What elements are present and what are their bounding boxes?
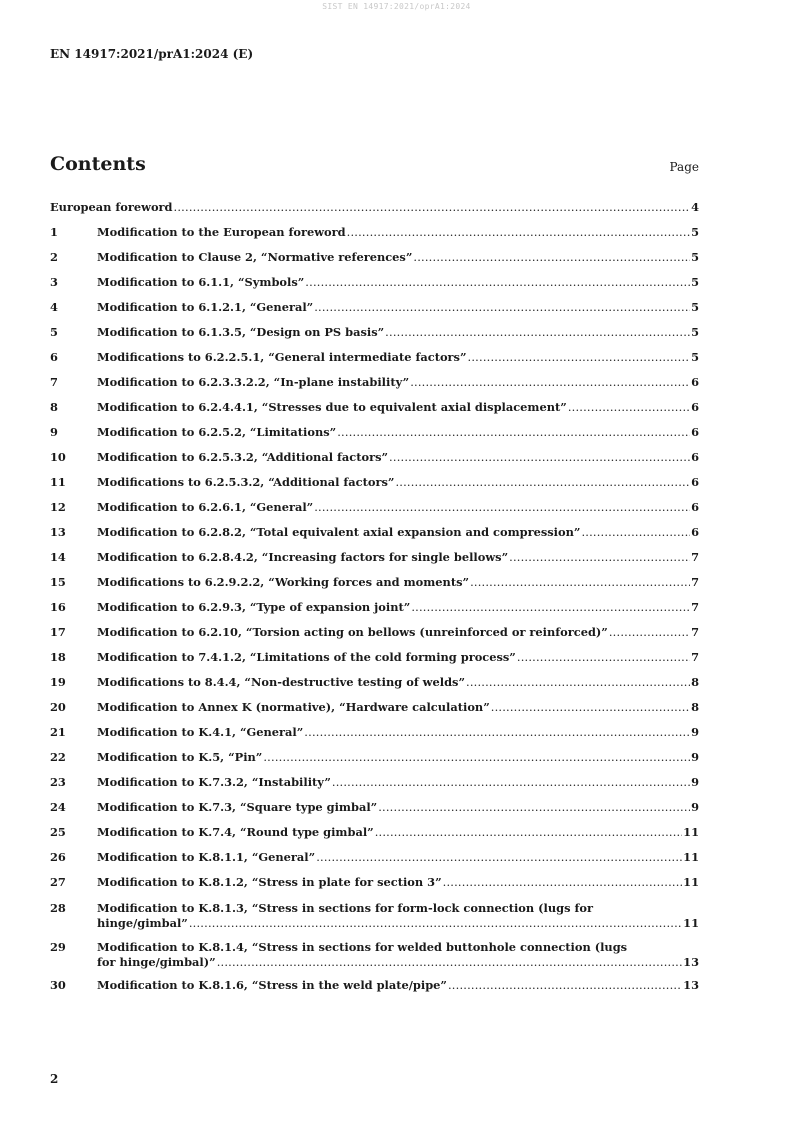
- toc-entry-number: 11: [50, 475, 66, 489]
- toc-entry-title: Modification to K.5, “Pin”: [97, 750, 263, 764]
- toc-entry[interactable]: [50, 701, 699, 726]
- dot-leader: [609, 626, 690, 639]
- toc-entry-page: 6: [691, 500, 699, 514]
- dot-leader: [217, 955, 682, 970]
- toc-entry-number: 28: [50, 901, 66, 915]
- toc-entry-number: 2: [50, 250, 58, 264]
- toc-entry[interactable]: [50, 651, 699, 676]
- toc-entry-number: 26: [50, 850, 66, 864]
- toc-entry-title: hinge/gimbal”: [97, 916, 188, 930]
- toc-entry-page: 9: [691, 800, 699, 814]
- toc-entry-title: Modification to Annex K (normative), “Hardware calculation”: [97, 700, 490, 714]
- toc-entry-page: 7: [691, 550, 699, 564]
- toc-entry-page: 6: [691, 525, 699, 539]
- dot-leader: [174, 201, 691, 214]
- toc-entry-title: Modification to K.7.3, “Square type gimbal”: [97, 800, 378, 814]
- toc-entry-page: 5: [691, 300, 699, 314]
- toc-entry-title: Modification to 6.2.5.2, “Limitations”: [97, 425, 337, 439]
- toc-entry-page: 5: [691, 350, 699, 364]
- toc-entry-number: 24: [50, 800, 66, 814]
- toc-entry-title: Modification to 6.2.4.4.1, “Stresses due to equivalent axial displacement”: [97, 400, 567, 414]
- dot-leader: [189, 916, 682, 931]
- toc-entry-page: 7: [691, 625, 699, 639]
- dot-leader: [443, 876, 683, 889]
- footer-page-number: 2: [50, 1072, 59, 1086]
- toc-entry[interactable]: [50, 576, 699, 601]
- dot-leader: [470, 576, 690, 589]
- toc-entry-title: Modification to K.8.1.2, “Stress in plate for section 3”: [97, 875, 442, 889]
- dot-leader: [375, 826, 682, 839]
- toc-entry[interactable]: [50, 426, 699, 451]
- toc-entry-title: Modifications to 8.4.4, “Non-destructive testing of welds”: [97, 675, 465, 689]
- dot-leader: [581, 526, 690, 539]
- toc-entry-title: for hinge/gimbal)”: [97, 955, 216, 969]
- toc-entry-title: Modification to 6.1.1, “Symbols”: [97, 275, 305, 289]
- toc-entry[interactable]: [50, 826, 699, 851]
- toc-entry[interactable]: [50, 876, 699, 901]
- toc-entry[interactable]: [50, 601, 699, 626]
- toc-entry-number: 3: [50, 275, 58, 289]
- toc-entry-title: Modification to K.8.1.1, “General”: [97, 850, 316, 864]
- toc-entry-page: 6: [691, 475, 699, 489]
- toc-entry-number: 30: [50, 978, 66, 992]
- toc-entry[interactable]: [50, 751, 699, 776]
- dot-leader: [314, 501, 690, 514]
- toc-entry-title: Modifications to 6.2.9.2.2, “Working forces and moments”: [97, 575, 470, 589]
- page-column-label: Page: [669, 160, 699, 174]
- toc-entry-number: 29: [50, 940, 66, 954]
- toc-entry-page: 7: [691, 650, 699, 664]
- toc-entry-page: 11: [683, 916, 699, 930]
- toc-entry-number: 4: [50, 300, 58, 314]
- toc-entry-title: Modification to Clause 2, “Normative references”: [97, 250, 413, 264]
- toc-entry[interactable]: [50, 801, 699, 826]
- toc-entry-page: 8: [691, 700, 699, 714]
- toc-entry[interactable]: [50, 226, 699, 251]
- toc-entry[interactable]: [50, 451, 699, 476]
- table-of-contents: [50, 201, 699, 1004]
- toc-entry[interactable]: [50, 676, 699, 701]
- dot-leader: [263, 751, 690, 764]
- toc-entry-number: 19: [50, 675, 66, 689]
- dot-leader: [316, 851, 682, 864]
- toc-entry[interactable]: [50, 979, 699, 1004]
- dot-leader: [413, 251, 690, 264]
- toc-entry-page: 5: [691, 225, 699, 239]
- toc-entry-page: 9: [691, 750, 699, 764]
- toc-entry-number: 7: [50, 375, 58, 389]
- dot-leader: [314, 301, 690, 314]
- toc-entry-title: Modification to 6.1.2.1, “General”: [97, 300, 314, 314]
- toc-entry-title: Modification to K.7.4, “Round type gimbal”: [97, 825, 374, 839]
- toc-entry-title: Modification to 6.2.6.1, “General”: [97, 500, 314, 514]
- toc-entry-page: 6: [691, 450, 699, 464]
- dot-leader: [347, 226, 690, 239]
- toc-entry-title: Modification to 6.2.8.4.2, “Increasing factors for single bellows”: [97, 550, 509, 564]
- document-id: EN 14917:2021/prA1:2024 (E): [50, 47, 254, 61]
- toc-entry-number: 22: [50, 750, 66, 764]
- toc-entry-number: 14: [50, 550, 66, 564]
- toc-entry-title: Modifications to 6.2.2.5.1, “General intermediate factors”: [97, 350, 467, 364]
- dot-leader: [517, 651, 690, 664]
- toc-entry-page: 7: [691, 600, 699, 614]
- toc-entry-number: 21: [50, 725, 66, 739]
- dot-leader: [410, 376, 690, 389]
- toc-entry-page: 8: [691, 675, 699, 689]
- toc-entry-title: Modification to 7.4.1.2, “Limitations of the cold forming process”: [97, 650, 516, 664]
- toc-entry[interactable]: [50, 276, 699, 301]
- toc-entry-title: Modification to K.7.3.2, “Instability”: [97, 775, 331, 789]
- toc-entry[interactable]: [50, 401, 699, 426]
- toc-entry-page: 4: [691, 200, 699, 214]
- toc-entry-title: Modification to 6.2.10, “Torsion acting on bellows (unreinforced or reinforced)”: [97, 625, 608, 639]
- toc-entry-title: Modification to 6.2.8.2, “Total equivalent axial expansion and compression”: [97, 525, 581, 539]
- toc-entry-title: Modification to K.8.1.3, “Stress in sections for form-lock connection (lugs for: [97, 901, 593, 915]
- toc-entry-number: 5: [50, 325, 58, 339]
- toc-entry[interactable]: [50, 301, 699, 326]
- toc-entry-page: 6: [691, 375, 699, 389]
- dot-leader: [468, 351, 691, 364]
- toc-entry[interactable]: [50, 351, 699, 376]
- dot-leader: [466, 676, 690, 689]
- toc-entry-page: 5: [691, 250, 699, 264]
- toc-entry-page: 7: [691, 575, 699, 589]
- toc-entry-number: 27: [50, 875, 66, 889]
- toc-entry-title: Modification to 6.2.9.3, “Type of expansion joint”: [97, 600, 411, 614]
- toc-entry-page: 9: [691, 775, 699, 789]
- dot-leader: [395, 476, 690, 489]
- toc-entry-number: 20: [50, 700, 66, 714]
- dot-leader: [568, 401, 690, 414]
- toc-entry-number: 10: [50, 450, 66, 464]
- contents-title: Contents: [50, 153, 146, 175]
- toc-entry-page: 13: [683, 955, 699, 969]
- toc-entry-number: 1: [50, 225, 58, 239]
- toc-entry-page: 11: [683, 875, 699, 889]
- dot-leader: [385, 326, 690, 339]
- toc-entry[interactable]: [50, 326, 699, 351]
- dot-leader: [448, 979, 682, 992]
- dot-leader: [411, 601, 690, 614]
- toc-entry-title: Modification to K.8.1.4, “Stress in sections for welded buttonhole connection (lugs: [97, 940, 628, 954]
- dot-leader: [389, 451, 690, 464]
- toc-entry[interactable]: [50, 626, 699, 651]
- toc-entry-number: 13: [50, 525, 66, 539]
- toc-entry-number: 17: [50, 625, 66, 639]
- toc-entry-page: 11: [683, 825, 699, 839]
- toc-entry-number: 25: [50, 825, 66, 839]
- dot-leader: [378, 801, 690, 814]
- toc-entry[interactable]: [50, 376, 699, 401]
- toc-entry[interactable]: [50, 526, 699, 551]
- toc-entry[interactable]: [50, 476, 699, 501]
- toc-entry-title: Modification to K.4.1, “General”: [97, 725, 304, 739]
- toc-entry-number: 6: [50, 350, 58, 364]
- toc-entry[interactable]: [50, 201, 699, 226]
- toc-entry-number: 12: [50, 500, 66, 514]
- toc-entry-page: 11: [683, 850, 699, 864]
- toc-entry[interactable]: [50, 851, 699, 876]
- toc-entry-number: 23: [50, 775, 66, 789]
- dot-leader: [332, 776, 690, 789]
- dot-leader: [337, 426, 690, 439]
- toc-entry[interactable]: [50, 901, 699, 940]
- toc-entry-title: Modification to 6.2.3.3.2.2, “In-plane instability”: [97, 375, 410, 389]
- toc-entry-page: 9: [691, 725, 699, 739]
- toc-entry-page: 5: [691, 275, 699, 289]
- dot-leader: [304, 726, 690, 739]
- toc-entry-number: 16: [50, 600, 66, 614]
- toc-entry-number: 15: [50, 575, 66, 589]
- toc-entry[interactable]: [50, 551, 699, 576]
- toc-entry-title: Modification to the European foreword: [97, 225, 346, 239]
- toc-entry-title: Modification to K.8.1.6, “Stress in the weld plate/pipe”: [97, 978, 447, 992]
- toc-entry-title: Modification to 6.1.3.5, “Design on PS basis”: [97, 325, 385, 339]
- toc-entry[interactable]: [50, 776, 699, 801]
- dot-leader: [491, 701, 690, 714]
- toc-entry-page: 5: [691, 325, 699, 339]
- toc-entry[interactable]: [50, 501, 699, 526]
- toc-entry-title: European foreword: [50, 200, 173, 214]
- toc-entry-title: Modification to 6.2.5.3.2, “Additional factors”: [97, 450, 389, 464]
- toc-entry[interactable]: [50, 726, 699, 751]
- toc-entry-number: 8: [50, 400, 58, 414]
- toc-entry-page: 6: [691, 400, 699, 414]
- watermark: SIST EN 14917:2021/oprA1:2024: [322, 2, 471, 11]
- dot-leader: [509, 551, 690, 564]
- toc-entry-page: 6: [691, 425, 699, 439]
- dot-leader: [305, 276, 690, 289]
- toc-entry[interactable]: [50, 940, 699, 979]
- toc-entry-page: 13: [683, 978, 699, 992]
- toc-entry[interactable]: [50, 251, 699, 276]
- toc-entry-number: 18: [50, 650, 66, 664]
- toc-entry-number: 9: [50, 425, 58, 439]
- toc-entry-title: Modifications to 6.2.5.3.2, “Additional factors”: [97, 475, 395, 489]
